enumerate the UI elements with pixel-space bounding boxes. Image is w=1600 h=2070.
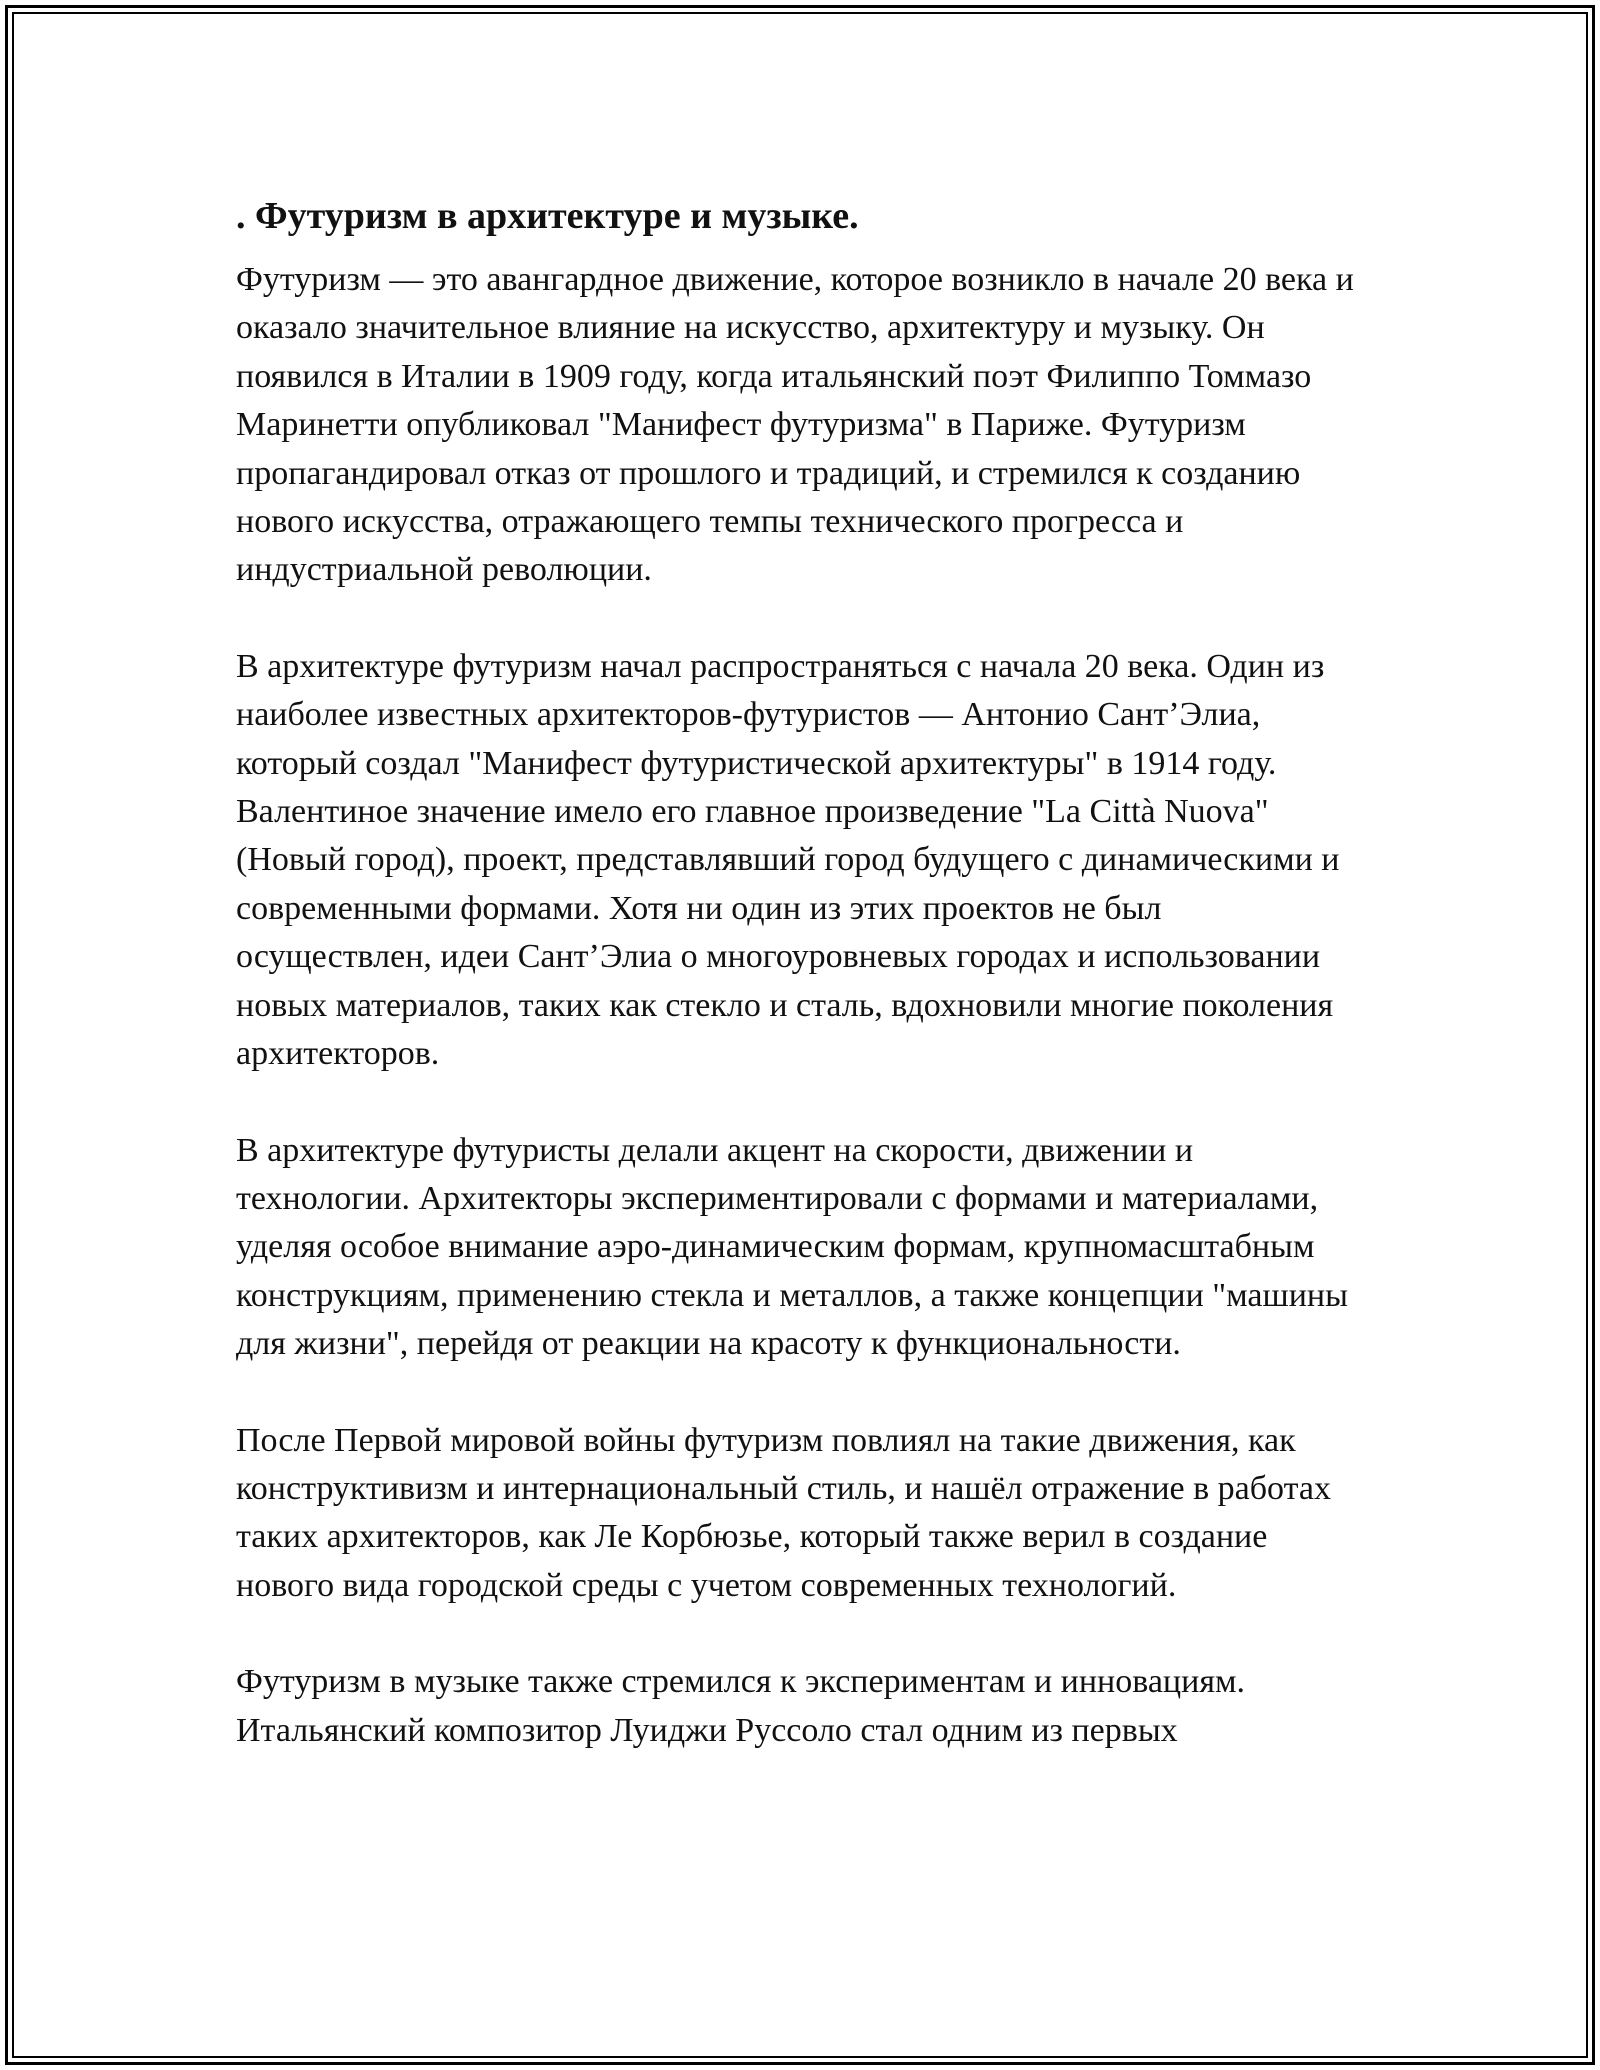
paragraph-intro: Футуризм — это авангардное движение, которое возникло в начале 20 века и оказало значительное влияние на искусство, архитектуру и музыку. Он появился в Италии в 1909 году, когда итальянский поэт Филиппо Томмазо Маринетти опубликовал "Манифест футуризма" в Париже. Футуризм пропагандировал отказ от прошлого и традиций, и стремился к созданию нового искусства, отражающего темпы технического прогресса и индустриальной революции. bbox=[236, 261, 1354, 589]
paragraph-architecture-features: В архитектуре футуристы делали акцент на скорости, движении и технологии. Архитекторы экспериментировали с формами и материалами, уделяя особое внимание аэро-динамическим формам, крупномасштабным конструкциям, применению стекла и металлов, а также концепции "машины для жизни", перейдя от реакции на красоту к функциональности. bbox=[236, 1131, 1348, 1363]
paragraph-music: Футуризм в музыке также стремился к экспериментам и инновациям. Итальянский композитор Луиджи Руссоло стал одним из первых bbox=[236, 1663, 1245, 1749]
document-body bbox=[236, 188, 1361, 1803]
paragraph-postwar-influence: После Первой мировой войны футуризм повлиял на такие движения, как конструктивизм и интернациональный стиль, и нашёл отражение в работах таких архитекторов, как Ле Корбюзье, который также верил в создание нового вида городской среды с учетом современных технологий. bbox=[236, 1421, 1331, 1604]
document-heading: . Футуризм в архитектуре и музыке. bbox=[236, 195, 859, 237]
paragraph-architecture-origin: В архитектуре футуризм начал распространяться с начала 20 века. Один из наиболее известных архитекторов-футуристов — Антонио Сант’Элиа, который создал "Манифест футуристической архитектуры" в 1914 году. Валентиное значение имело его главное произведение "La Città Nuova" (Новый город), проект, представлявший город будущего с динамическими и современными формами. Хотя ни один из этих проектов не был осуществлен, идеи Сант’Элиа о многоуровневых городах и использовании новых материалов, таких как стекло и сталь, вдохновили многие поколения архитекторов. bbox=[236, 647, 1340, 1073]
